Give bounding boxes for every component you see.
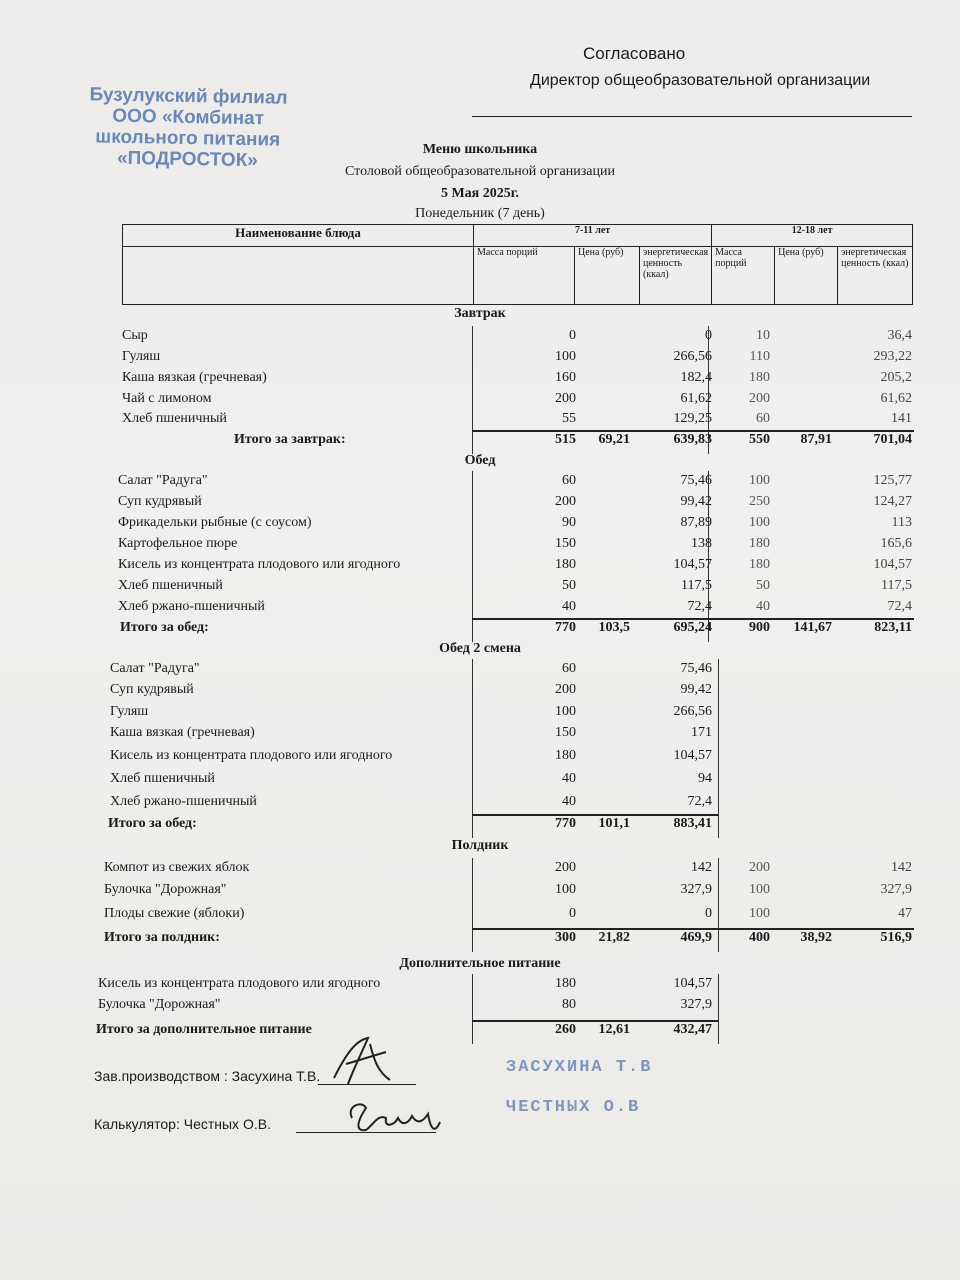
energy-12-18: 205,2 — [880, 370, 912, 385]
table-row — [0, 725, 960, 745]
dish-name: Компот из свежих яблок — [104, 860, 250, 875]
dish-name: Салат "Радуга" — [118, 473, 208, 488]
table-row — [0, 976, 960, 996]
energy-12-18: 293,22 — [873, 349, 912, 364]
dish-name: Булочка "Дорожная" — [104, 882, 227, 897]
energy-12-18: 142 — [891, 860, 912, 875]
energy-7-11: 104,57 — [673, 976, 712, 991]
energy-12-18: 117,5 — [881, 578, 912, 593]
total-label: Итого за дополнительное питание — [96, 1022, 312, 1037]
total-price-12-18: 38,92 — [800, 930, 832, 945]
dish-name: Плоды свежие (яблоки) — [104, 906, 245, 921]
total-energy-7-11: 639,83 — [673, 432, 712, 447]
mass-7-11: 0 — [569, 906, 576, 921]
total-mass-12-18: 550 — [749, 432, 770, 447]
dish-name: Хлеб ржано-пшеничный — [110, 794, 257, 809]
dish-name: Гуляш — [110, 704, 149, 719]
total-row — [0, 816, 960, 836]
table-header — [122, 224, 913, 305]
energy-12-18: 165,6 — [880, 536, 912, 551]
organization-stamp — [77, 84, 298, 172]
dish-name: Хлеб пшеничный — [122, 411, 227, 426]
stamp-line: Бузулукский филиал — [89, 84, 288, 109]
mass-header: Масса порций — [474, 247, 575, 305]
mass-7-11: 40 — [562, 599, 576, 614]
mass-12-18: 180 — [749, 557, 770, 572]
calculator-name-stamp: ЧЕСТНЫХ О.В — [506, 1098, 641, 1117]
calculator-label: Калькулятор: Честных О.В. — [94, 1116, 271, 1132]
manager-signature — [326, 1034, 396, 1090]
table-row — [0, 349, 960, 369]
total-price-12-18: 141,67 — [793, 620, 832, 635]
mass-7-11: 180 — [555, 748, 576, 763]
total-mass-12-18: 900 — [749, 620, 770, 635]
dish-name: Булочка "Дорожная" — [98, 997, 221, 1012]
mass-12-18: 250 — [749, 494, 770, 509]
total-row — [0, 432, 960, 452]
mass-7-11: 200 — [555, 682, 576, 697]
table-row — [0, 536, 960, 556]
mass-7-11: 80 — [562, 997, 576, 1012]
total-mass-7-11: 515 — [555, 432, 576, 447]
mass-7-11: 90 — [562, 515, 576, 530]
age-group-header: 7-11 лет — [474, 225, 712, 247]
energy-7-11: 171 — [691, 725, 712, 740]
energy-7-11: 87,89 — [680, 515, 712, 530]
energy-12-18: 61,62 — [880, 391, 912, 406]
dish-name: Чай с лимоном — [122, 391, 212, 406]
age-group-header: 12-18 лет — [712, 225, 913, 247]
energy-7-11: 266,56 — [673, 704, 712, 719]
energy-12-18: 36,4 — [887, 328, 912, 343]
table-row — [0, 370, 960, 390]
total-energy-7-11: 432,47 — [673, 1022, 712, 1037]
mass-12-18: 100 — [749, 515, 770, 530]
mass-7-11: 100 — [555, 704, 576, 719]
section-title: Завтрак — [454, 306, 506, 321]
stamp-line: «ПОДРОСТОК» — [116, 147, 259, 172]
mass-12-18: 50 — [756, 578, 770, 593]
price-header: Цена (руб) — [775, 247, 838, 305]
dish-name: Хлеб пшеничный — [118, 578, 223, 593]
total-price-7-11: 103,5 — [598, 620, 630, 635]
total-row — [0, 1022, 960, 1042]
dish-name-header: Наименование блюда — [123, 225, 474, 247]
dish-name-subheader — [123, 247, 474, 305]
energy-7-11: 99,42 — [680, 682, 712, 697]
total-label: Итого за обед: — [120, 620, 209, 635]
dish-name: Суп кудрявый — [110, 682, 194, 697]
energy-7-11: 94 — [698, 771, 712, 786]
dish-name: Каша вязкая (гречневая) — [110, 725, 255, 740]
mass-12-18: 200 — [749, 860, 770, 875]
section-title: Дополнительное питание — [399, 956, 561, 971]
total-label: Итого за обед: — [108, 816, 197, 831]
section-title: Обед 2 смена — [439, 641, 521, 656]
mass-7-11: 180 — [555, 976, 576, 991]
table-row — [0, 494, 960, 514]
total-energy-12-18: 823,11 — [874, 620, 912, 635]
table-row — [0, 997, 960, 1017]
total-energy-7-11: 469,9 — [680, 930, 712, 945]
menu-title: Меню школьника — [422, 142, 538, 157]
mass-12-18: 100 — [749, 473, 770, 488]
energy-12-18: 104,57 — [873, 557, 912, 572]
mass-7-11: 160 — [555, 370, 576, 385]
mass-7-11: 55 — [562, 411, 576, 426]
total-mass-7-11: 300 — [555, 930, 576, 945]
energy-7-11: 117,5 — [681, 578, 712, 593]
section-title: Обед — [464, 453, 496, 468]
table-row — [0, 599, 960, 619]
total-row — [0, 930, 960, 950]
energy-7-11: 142 — [691, 860, 712, 875]
total-label: Итого за завтрак: — [234, 432, 346, 447]
mass-7-11: 40 — [562, 771, 576, 786]
energy-12-18: 327,9 — [880, 882, 912, 897]
energy-12-18: 47 — [898, 906, 912, 921]
dish-name: Салат "Радуга" — [110, 661, 200, 676]
total-label: Итого за полдник: — [104, 930, 220, 945]
manager-name-stamp: ЗАСУХИНА Т.В — [506, 1058, 653, 1077]
energy-7-11: 99,42 — [680, 494, 712, 509]
energy-7-11: 75,46 — [680, 473, 712, 488]
energy-7-11: 327,9 — [680, 882, 712, 897]
manager-label: Зав.производством : Засухина Т.В. — [94, 1068, 321, 1084]
total-energy-7-11: 695,24 — [673, 620, 712, 635]
total-mass-7-11: 770 — [555, 620, 576, 635]
mass-12-18: 40 — [756, 599, 770, 614]
total-price-12-18: 87,91 — [800, 432, 832, 447]
energy-header: энергетическая ценность (ккал) — [838, 247, 913, 305]
approval-label: Согласовано — [583, 44, 686, 63]
energy-7-11: 72,4 — [687, 599, 712, 614]
mass-12-18: 200 — [749, 391, 770, 406]
energy-12-18: 141 — [891, 411, 912, 426]
table-row — [0, 411, 960, 431]
energy-12-18: 125,77 — [873, 473, 912, 488]
mass-7-11: 200 — [555, 860, 576, 875]
total-energy-12-18: 701,04 — [873, 432, 912, 447]
total-energy-12-18: 516,9 — [880, 930, 912, 945]
dish-name: Картофельное пюре — [118, 536, 238, 551]
stamp-line: школьного питания — [95, 126, 281, 151]
mass-12-18: 100 — [749, 882, 770, 897]
energy-7-11: 104,57 — [673, 748, 712, 763]
energy-7-11: 182,4 — [680, 370, 712, 385]
energy-7-11: 75,46 — [680, 661, 712, 676]
total-price-7-11: 12,61 — [598, 1022, 630, 1037]
dish-name: Кисель из концентрата плодового или ягодного — [98, 976, 381, 991]
mass-12-18: 60 — [756, 411, 770, 426]
table-row — [0, 882, 960, 902]
mass-7-11: 40 — [562, 794, 576, 809]
energy-12-18: 72,4 — [887, 599, 912, 614]
energy-7-11: 61,62 — [680, 391, 712, 406]
table-row — [0, 473, 960, 493]
dish-name: Кисель из концентрата плодового или ягодного — [118, 557, 401, 572]
mass-12-18: 180 — [749, 536, 770, 551]
energy-7-11: 72,4 — [687, 794, 712, 809]
mass-7-11: 60 — [562, 473, 576, 488]
total-mass-12-18: 400 — [749, 930, 770, 945]
section-title: Полдник — [451, 838, 509, 853]
mass-12-18: 110 — [749, 349, 770, 364]
table-row — [0, 748, 960, 768]
table-row — [0, 578, 960, 598]
mass-7-11: 100 — [555, 349, 576, 364]
dish-name: Гуляш — [122, 349, 161, 364]
mass-12-18: 100 — [749, 906, 770, 921]
energy-12-18: 113 — [891, 515, 912, 530]
energy-7-11: 327,9 — [680, 997, 712, 1012]
dish-name: Хлеб ржано-пшеничный — [118, 599, 265, 614]
energy-7-11: 138 — [691, 536, 712, 551]
energy-7-11: 0 — [705, 328, 712, 343]
mass-7-11: 100 — [555, 882, 576, 897]
dish-name: Суп кудрявый — [118, 494, 202, 509]
energy-7-11: 266,56 — [673, 349, 712, 364]
mass-7-11: 150 — [555, 536, 576, 551]
dish-name: Фрикадельки рыбные (с соусом) — [118, 515, 312, 530]
energy-header: энергетическая ценность (ккал) — [640, 247, 712, 305]
dish-name: Кисель из концентрата плодового или ягодного — [110, 748, 393, 763]
total-row — [0, 620, 960, 640]
energy-12-18: 124,27 — [873, 494, 912, 509]
total-mass-7-11: 260 — [555, 1022, 576, 1037]
menu-subtitle: Столовой общеобразовательной организации — [345, 164, 615, 179]
table-row — [0, 906, 960, 926]
mass-7-11: 180 — [555, 557, 576, 572]
menu-date: 5 Мая 2025г. — [440, 186, 520, 201]
total-energy-7-11: 883,41 — [673, 816, 712, 831]
energy-7-11: 129,25 — [673, 411, 712, 426]
total-price-7-11: 101,1 — [598, 816, 630, 831]
table-row — [0, 771, 960, 791]
mass-7-11: 200 — [555, 391, 576, 406]
table-row — [0, 682, 960, 702]
total-price-7-11: 69,21 — [598, 432, 630, 447]
mass-7-11: 150 — [555, 725, 576, 740]
mass-12-18: 180 — [749, 370, 770, 385]
dish-name: Каша вязкая (гречневая) — [122, 370, 267, 385]
table-row — [0, 860, 960, 880]
approval-position: Директор общеобразовательной организации — [530, 72, 871, 89]
dish-name: Сыр — [122, 328, 148, 343]
total-price-7-11: 21,82 — [598, 930, 630, 945]
mass-header: Масса порций — [712, 247, 775, 305]
approval-signature-line — [472, 116, 912, 117]
total-mass-7-11: 770 — [555, 816, 576, 831]
energy-7-11: 0 — [705, 906, 712, 921]
table-row — [0, 704, 960, 724]
energy-7-11: 104,57 — [673, 557, 712, 572]
mass-12-18: 10 — [756, 328, 770, 343]
table-row — [0, 661, 960, 681]
menu-day: Понедельник (7 день) — [415, 206, 545, 221]
dish-name: Хлеб пшеничный — [110, 771, 215, 786]
mass-7-11: 200 — [555, 494, 576, 509]
table-row — [0, 557, 960, 577]
stamp-line: ООО «Комбинат — [112, 105, 265, 130]
price-header: Цена (руб) — [575, 247, 640, 305]
mass-7-11: 50 — [562, 578, 576, 593]
calculator-signature — [344, 1096, 448, 1146]
table-row — [0, 328, 960, 348]
mass-7-11: 0 — [569, 328, 576, 343]
table-row — [0, 515, 960, 535]
table-row — [0, 391, 960, 411]
mass-7-11: 60 — [562, 661, 576, 676]
table-row — [0, 794, 960, 814]
